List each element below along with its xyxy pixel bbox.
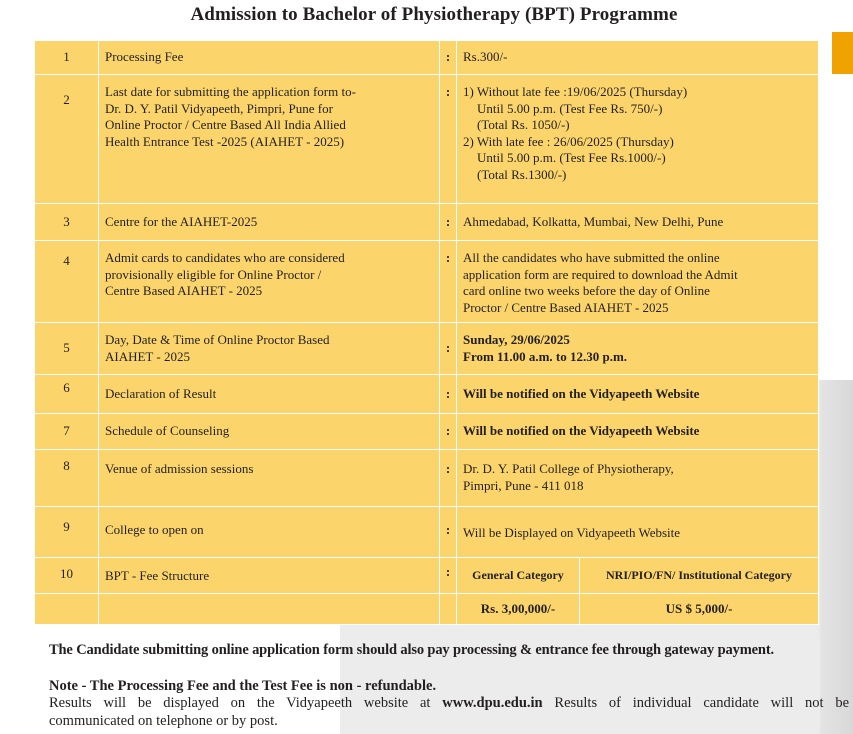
label-line: Last date for submitting the application form to-	[105, 84, 356, 99]
table-row	[35, 75, 819, 204]
value-line: From 11.00 a.m. to 12.30 p.m.	[463, 348, 628, 364]
row-label: Centre for the AIAHET-2025	[99, 204, 440, 241]
value-line: 1) Without late fee :19/06/2025 (Thursday)	[463, 84, 688, 99]
row-label: BPT - Fee Structure	[99, 558, 440, 594]
table-row	[35, 450, 819, 507]
empty-cell	[99, 594, 440, 625]
value-line: Sunday, 29/06/2025	[463, 332, 570, 347]
value-line: Pimpri, Pune - 411 018	[463, 477, 584, 493]
colon: :	[440, 558, 457, 594]
value-line: Until 5.00 p.m. (Test Fee Rs. 750/-)	[477, 100, 663, 116]
row-number: 8	[35, 450, 99, 507]
row-label: Schedule of Counseling	[99, 414, 440, 450]
table-row	[35, 414, 819, 450]
fee-value-nri: US $ 5,000/-	[665, 600, 733, 616]
gateway-note: The Candidate submitting online application form should also pay processing & entrance fee through gateway payment.	[49, 642, 774, 658]
label-line: Online Proctor / Centre Based All India Allied	[105, 117, 346, 132]
admission-schedule-table	[34, 40, 819, 625]
table-row	[35, 323, 819, 375]
table-row	[35, 204, 819, 241]
row-label: Declaration of Result	[99, 375, 440, 414]
colon: :	[440, 75, 457, 204]
row-number: 6	[35, 375, 99, 414]
value-line: Dr. D. Y. Patil College of Physiotherapy,	[463, 461, 674, 476]
non-refundable-note: Note - The Processing Fee and the Test Fee is non - refundable.	[49, 678, 437, 694]
value-line: card online two weeks before the day of Online	[463, 283, 710, 298]
row-value: Will be notified on the Vidyapeeth Website	[457, 414, 819, 450]
table-row	[35, 375, 819, 414]
row-value: Ahmedabad, Kolkatta, Mumbai, New Delhi, Pune	[457, 204, 819, 241]
row-label	[99, 75, 440, 204]
row-value: Rs.300/-	[457, 41, 819, 75]
label-line: provisionally eligible for Online Proctor /	[105, 266, 322, 282]
fee-header-cell	[457, 558, 819, 594]
page-title: Admission to Bachelor of Physiotherapy (BPT) Programme	[190, 4, 678, 25]
row-number: 1	[35, 41, 99, 75]
row-number: 5	[35, 323, 99, 375]
value-line: (Total Rs. 1050/-)	[477, 117, 570, 132]
colon: :	[440, 241, 457, 323]
fee-value-general: Rs. 3,00,000/-	[457, 594, 580, 624]
row-label: Venue of admission sessions	[99, 450, 440, 507]
table-row	[35, 241, 819, 323]
row-value	[457, 323, 819, 375]
row-label	[99, 241, 440, 323]
label-line: Admit cards to candidates who are considered	[105, 250, 345, 265]
colon: :	[440, 507, 457, 558]
value-line: Proctor / Centre Based AIAHET - 2025	[463, 299, 669, 315]
row-label	[99, 323, 440, 375]
colon: :	[440, 450, 457, 507]
table-row	[35, 594, 819, 625]
row-number: 9	[35, 507, 99, 558]
row-value	[457, 75, 819, 204]
colon: :	[440, 323, 457, 375]
row-label: Processing Fee	[99, 41, 440, 75]
row-value	[457, 450, 819, 507]
value-line: 2) With late fee : 26/06/2025 (Thursday)	[463, 133, 674, 149]
row-value: Will be notified on the Vidyapeeth Website	[457, 375, 819, 414]
label-line: Day, Date & Time of Online Proctor Based	[105, 332, 330, 347]
results-text: Results of individual candidate will not be	[554, 695, 850, 711]
table-row	[35, 41, 819, 75]
row-number: 10	[35, 558, 99, 594]
label-line: Health Entrance Test -2025 (AIAHET - 2025)	[105, 133, 345, 149]
colon: :	[440, 414, 457, 450]
fee-value-cell	[457, 594, 819, 625]
fee-header-general: General Category	[457, 558, 580, 593]
row-value: Will be Displayed on Vidyapeeth Website	[457, 507, 819, 558]
row-value	[457, 241, 819, 323]
results-note-line2: communicated on telephone or by post.	[49, 713, 278, 729]
value-line: Until 5.00 p.m. (Test Fee Rs.1000/-)	[477, 150, 666, 165]
results-text: Results will be displayed on the Vidyapeeth website at	[49, 695, 431, 711]
label-line: Dr. D. Y. Patil Vidyapeeth, Pimpri, Pune for	[105, 100, 333, 116]
row-number: 4	[35, 241, 99, 323]
table-row	[35, 558, 819, 594]
value-line: All the candidates who have submitted the online	[463, 250, 720, 265]
empty-cell	[440, 594, 457, 625]
results-note-line1	[49, 695, 849, 712]
row-number: 3	[35, 204, 99, 241]
colon: :	[440, 375, 457, 414]
row-label: College to open on	[99, 507, 440, 558]
colon: :	[440, 41, 457, 75]
empty-cell	[35, 594, 99, 625]
colon: :	[440, 204, 457, 241]
value-line: application form are required to download the Admit	[463, 266, 738, 282]
label-line: AIAHET - 2025	[105, 348, 190, 364]
row-number: 7	[35, 414, 99, 450]
website-link[interactable]: www.dpu.edu.in	[442, 695, 543, 711]
value-line: (Total Rs.1300/-)	[477, 166, 567, 182]
fee-header-nri: NRI/PIO/FN/ Institutional Category	[606, 568, 792, 583]
row-number: 2	[35, 75, 99, 204]
page-edge-tab	[832, 32, 853, 74]
label-line: Centre Based AIAHET - 2025	[105, 283, 263, 298]
table-row	[35, 507, 819, 558]
